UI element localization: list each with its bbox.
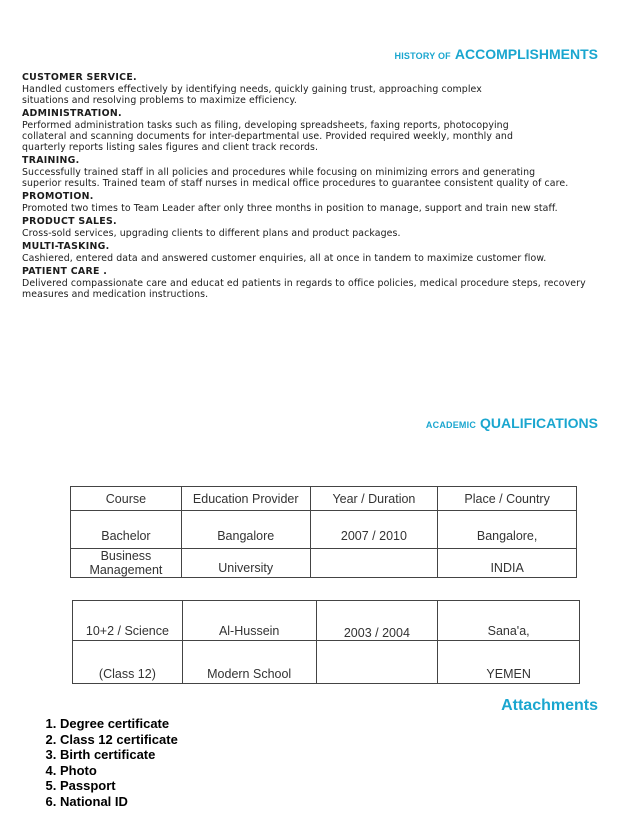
accomplishment-title: PROMOTION. bbox=[22, 191, 94, 202]
accomplishment-text: Performed administration tasks such as filing, developing spreadsheets, faxing reports, photocopying collateral and scanning documents for inter-departmental use. Provided required weekly, monthly and quarterly reports listing sales figures and client track records. bbox=[22, 120, 514, 153]
column-header-course: Course bbox=[71, 487, 182, 511]
qualifications-heading-big: QUALIFICATIONS bbox=[480, 415, 598, 431]
course-cell: Business Management bbox=[71, 549, 182, 578]
qualifications-heading-small: ACADEMIC bbox=[425, 420, 477, 430]
qualifications-table-2 bbox=[72, 600, 580, 684]
accomplishment-text: Cashiered, entered data and answered customer enquiries, all at once in tandem to maximize customer flow. bbox=[22, 253, 547, 264]
course-cell: (Class 12) bbox=[73, 641, 183, 684]
column-header-provider: Education Provider bbox=[181, 487, 310, 511]
provider-cell: University bbox=[181, 549, 310, 578]
provider-cell: Bangalore bbox=[181, 511, 310, 549]
provider-cell: Al-Hussein bbox=[182, 601, 316, 641]
qualifications-table-1 bbox=[70, 486, 577, 578]
attachment-item: 2. Class 12 certificate bbox=[60, 732, 178, 748]
course-cell: Bachelor bbox=[71, 511, 182, 549]
attachment-item: 4. Photo bbox=[60, 763, 178, 779]
accomplishment-text: Cross-sold services, upgrading clients to different plans and product packages. bbox=[22, 228, 401, 239]
attachments-list bbox=[38, 716, 178, 810]
column-header-year: Year / Duration bbox=[310, 487, 438, 511]
accomplishment-text: Delivered compassionate care and educat ed patients in regards to office policies, medical procedure steps, recovery measures and medication instructions. bbox=[22, 278, 586, 300]
accomplishments-heading-big: ACCOMPLISHMENTS bbox=[454, 46, 598, 62]
attachment-item: 3. Birth certificate bbox=[60, 747, 178, 763]
provider-cell: Modern School bbox=[182, 641, 316, 684]
year-cell: 2007 / 2010 bbox=[310, 511, 438, 549]
column-header-place: Place / Country bbox=[438, 487, 577, 511]
table-row bbox=[73, 601, 580, 641]
course-cell: 10+2 / Science bbox=[73, 601, 183, 641]
attachment-item: 5. Passport bbox=[60, 778, 178, 794]
year-cell: 2003 / 2004 bbox=[316, 601, 438, 641]
place-cell: Bangalore, bbox=[438, 511, 577, 549]
place-cell: INDIA bbox=[438, 549, 577, 578]
qualifications-heading bbox=[426, 415, 598, 433]
accomplishment-title: PRODUCT SALES. bbox=[22, 216, 117, 227]
attachment-item: 1. Degree certificate bbox=[60, 716, 178, 732]
accomplishment-text: Promoted two times to Team Leader after only three months in position to manage, support and train new staff. bbox=[22, 203, 558, 214]
accomplishment-item bbox=[22, 72, 614, 106]
accomplishment-item bbox=[22, 155, 614, 189]
accomplishment-text: Successfully trained staff in all policies and procedures while focusing on minimizing errors and generating superior results. Trained team of staff nurses in medical office procedures to guarantee consistent quality of care. bbox=[22, 167, 569, 189]
accomplishment-title: PATIENT CARE . bbox=[22, 266, 108, 277]
accomplishments-heading-small: HISTORY OF bbox=[394, 51, 451, 61]
accomplishment-title: CUSTOMER SERVICE. bbox=[22, 72, 137, 83]
accomplishment-text: Handled customers effectively by identifying needs, quickly gaining trust, approaching complex situations and resolving problems to maximize efficiency. bbox=[22, 84, 482, 106]
accomplishments-list bbox=[22, 72, 614, 302]
place-cell: YEMEN bbox=[438, 641, 580, 684]
accomplishment-item bbox=[22, 108, 614, 153]
table-row bbox=[71, 511, 577, 549]
accomplishment-item bbox=[22, 216, 614, 239]
accomplishment-title: ADMINISTRATION. bbox=[22, 108, 122, 119]
year-cell-empty bbox=[310, 549, 438, 578]
accomplishment-title: TRAINING. bbox=[22, 155, 80, 166]
table-row bbox=[71, 549, 577, 578]
accomplishments-heading bbox=[395, 46, 598, 64]
accomplishment-item bbox=[22, 191, 614, 214]
table-header-row bbox=[71, 487, 577, 511]
attachments-heading: Attachments bbox=[501, 697, 598, 714]
accomplishment-item bbox=[22, 266, 614, 300]
place-cell: Sana'a, bbox=[438, 601, 580, 641]
accomplishment-title: MULTI-TASKING. bbox=[22, 241, 110, 252]
year-cell-empty bbox=[316, 641, 438, 684]
accomplishment-item bbox=[22, 241, 614, 264]
table-row bbox=[73, 641, 580, 684]
attachment-item: 6. National ID bbox=[60, 794, 178, 810]
